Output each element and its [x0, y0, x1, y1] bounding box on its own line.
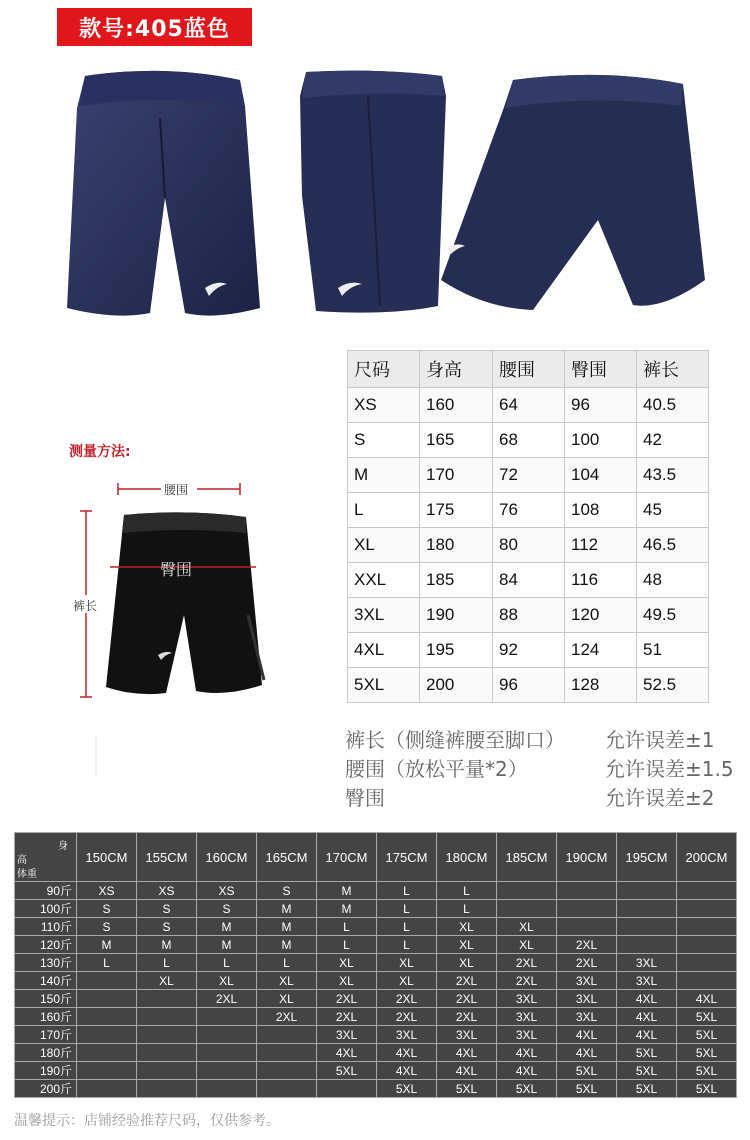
size-table-cell: 46.5 — [637, 528, 709, 563]
shorts-side-image — [298, 66, 448, 321]
ref-table-cell: 5XL — [677, 1044, 737, 1062]
ref-table-height: 150CM — [77, 833, 137, 882]
ref-table-corner — [15, 833, 77, 882]
size-table-cell: 4XL — [348, 633, 420, 668]
length-label: 裤长 — [73, 599, 98, 613]
size-table-header: 腰围 — [493, 351, 565, 388]
ref-table-cell: 3XL — [617, 954, 677, 972]
ref-table-cell: XL — [317, 972, 377, 990]
ref-table-weight: 190斤 — [15, 1062, 77, 1080]
ref-table-cell: 4XL — [497, 1062, 557, 1080]
ref-table-cell: 3XL — [617, 972, 677, 990]
ref-table-cell: 3XL — [557, 1008, 617, 1026]
ref-table-cell: S — [197, 900, 257, 918]
ref-table-row — [15, 1062, 737, 1080]
size-table-cell: 120 — [565, 598, 637, 633]
ref-table-cell — [137, 990, 197, 1008]
ref-table-cell: 2XL — [497, 972, 557, 990]
ref-table-cell — [77, 1026, 137, 1044]
ref-table-height: 165CM — [257, 833, 317, 882]
ref-table-cell — [557, 918, 617, 936]
ref-table-height: 180CM — [437, 833, 497, 882]
ref-table-cell: 5XL — [557, 1062, 617, 1080]
ref-table-cell: M — [257, 918, 317, 936]
ref-table-cell: 5XL — [377, 1080, 437, 1098]
size-table-cell: 195 — [420, 633, 493, 668]
ref-table-cell: L — [257, 954, 317, 972]
size-table-cell: XS — [348, 388, 420, 423]
ref-table-height: 195CM — [617, 833, 677, 882]
ref-table-cell: 4XL — [617, 1008, 677, 1026]
ref-table-cell: 5XL — [677, 1062, 737, 1080]
corner-height-label: 身 — [58, 841, 68, 852]
ref-table-cell — [497, 900, 557, 918]
ref-table-cell: XL — [257, 990, 317, 1008]
ref-table-cell: 4XL — [677, 990, 737, 1008]
ref-table-cell: 2XL — [437, 990, 497, 1008]
ref-table-cell — [677, 900, 737, 918]
ref-table-height: 185CM — [497, 833, 557, 882]
ref-table-row — [15, 1080, 737, 1098]
ref-table-height: 170CM — [317, 833, 377, 882]
ref-table-cell: L — [377, 900, 437, 918]
ref-table-cell: 5XL — [677, 1026, 737, 1044]
size-table-row — [348, 598, 709, 633]
ref-table-cell: 2XL — [197, 990, 257, 1008]
size-table-row — [348, 633, 709, 668]
ref-table-cell: L — [377, 918, 437, 936]
size-table-row — [348, 423, 709, 458]
ref-table-height: 175CM — [377, 833, 437, 882]
size-table-cell: M — [348, 458, 420, 493]
ref-table-cell: XL — [137, 972, 197, 990]
ref-table-cell: 5XL — [677, 1080, 737, 1098]
ref-table-cell: L — [317, 936, 377, 954]
ref-table-cell: M — [317, 882, 377, 900]
ref-table-weight: 200斤 — [15, 1080, 77, 1098]
ref-table-cell — [77, 972, 137, 990]
ref-table-cell: 5XL — [437, 1080, 497, 1098]
ref-table-cell: L — [377, 882, 437, 900]
tolerance-note-label: 臀围 — [345, 786, 385, 810]
size-table-cell: 112 — [565, 528, 637, 563]
ref-table-cell — [677, 972, 737, 990]
ref-table-cell: L — [77, 954, 137, 972]
ref-table-cell: 2XL — [257, 1008, 317, 1026]
tolerance-note — [345, 755, 734, 784]
ref-table-cell: 4XL — [617, 990, 677, 1008]
ref-table-cell — [77, 990, 137, 1008]
size-table-cell: 96 — [565, 388, 637, 423]
size-table-cell: S — [348, 423, 420, 458]
ref-table-cell: L — [377, 936, 437, 954]
ref-table-cell: 3XL — [557, 972, 617, 990]
size-table-header: 尺码 — [348, 351, 420, 388]
ref-table-cell: 5XL — [317, 1062, 377, 1080]
ref-table-row — [15, 1044, 737, 1062]
ref-table-cell: M — [197, 918, 257, 936]
ref-table-cell: XS — [77, 882, 137, 900]
size-table-cell: 124 — [565, 633, 637, 668]
ref-table-cell: S — [137, 918, 197, 936]
ref-table-cell: XL — [497, 936, 557, 954]
size-table-row — [348, 458, 709, 493]
tolerance-notes — [345, 726, 734, 813]
ref-table-cell: 3XL — [497, 1008, 557, 1026]
ref-table-weight: 100斤 — [15, 900, 77, 918]
waist-label: 腰围 — [164, 483, 189, 497]
ref-table-cell — [617, 918, 677, 936]
size-table-cell: 185 — [420, 563, 493, 598]
size-table-cell: 84 — [493, 563, 565, 598]
measure-diagram — [66, 475, 276, 775]
ref-table-cell: M — [197, 936, 257, 954]
ref-table-cell: 5XL — [497, 1080, 557, 1098]
ref-table-cell: 2XL — [377, 1008, 437, 1026]
size-table-cell: 40.5 — [637, 388, 709, 423]
ref-table-cell: S — [137, 900, 197, 918]
ref-table-cell: XL — [437, 936, 497, 954]
ref-table-cell: 4XL — [377, 1044, 437, 1062]
size-table-header: 裤长 — [637, 351, 709, 388]
ref-table-weight: 130斤 — [15, 954, 77, 972]
size-table-cell: 3XL — [348, 598, 420, 633]
tolerance-note — [345, 726, 734, 755]
size-table-cell: 165 — [420, 423, 493, 458]
ref-table-cell: XL — [197, 972, 257, 990]
ref-table-cell — [137, 1008, 197, 1026]
ref-table-cell: XL — [317, 954, 377, 972]
ref-table-cell: 2XL — [437, 972, 497, 990]
ref-table-row — [15, 900, 737, 918]
size-table-row — [348, 388, 709, 423]
ref-table-cell — [137, 1062, 197, 1080]
size-table-cell: 49.5 — [637, 598, 709, 633]
ref-table-cell — [257, 1026, 317, 1044]
ref-table-cell: 2XL — [557, 936, 617, 954]
ref-table-row — [15, 990, 737, 1008]
ref-table-cell: 2XL — [497, 954, 557, 972]
ref-table-cell — [77, 1062, 137, 1080]
ref-table-cell: M — [317, 900, 377, 918]
ref-table-height: 190CM — [557, 833, 617, 882]
ref-table-cell: 5XL — [617, 1044, 677, 1062]
ref-table-cell: 3XL — [497, 1026, 557, 1044]
ref-table-cell — [677, 954, 737, 972]
size-table-cell: 200 — [420, 668, 493, 703]
ref-table-cell: 2XL — [557, 954, 617, 972]
ref-table-cell: L — [137, 954, 197, 972]
size-table-cell: 92 — [493, 633, 565, 668]
ref-table-cell — [197, 1044, 257, 1062]
size-table-cell: 116 — [565, 563, 637, 598]
size-table-cell: 45 — [637, 493, 709, 528]
footer-tip: 温馨提示：店铺经验推荐尺码，仅供参考。 — [14, 1113, 280, 1129]
size-table-cell: 42 — [637, 423, 709, 458]
ref-table-cell — [137, 1026, 197, 1044]
ref-table-row — [15, 882, 737, 900]
size-table-row — [348, 493, 709, 528]
ref-table-cell: L — [197, 954, 257, 972]
size-table-cell: 170 — [420, 458, 493, 493]
size-table-cell: 76 — [493, 493, 565, 528]
ref-table-row — [15, 954, 737, 972]
ref-table-cell: 4XL — [437, 1044, 497, 1062]
ref-table-cell: 3XL — [317, 1026, 377, 1044]
ref-table-cell — [257, 1044, 317, 1062]
ref-table-cell: 2XL — [317, 990, 377, 1008]
ref-table-cell: L — [437, 882, 497, 900]
ref-table-cell — [497, 882, 557, 900]
tolerance-note-label: 裤长（侧缝裤腰至脚口） — [345, 728, 565, 752]
ref-table-cell: L — [437, 900, 497, 918]
ref-table-row — [15, 1026, 737, 1044]
ref-table-cell: XL — [437, 954, 497, 972]
size-table-cell: 108 — [565, 493, 637, 528]
ref-table-cell — [557, 882, 617, 900]
size-table-row — [348, 563, 709, 598]
size-table-cell: 64 — [493, 388, 565, 423]
ref-table-cell — [77, 1080, 137, 1098]
ref-table-cell — [617, 936, 677, 954]
tolerance-note-value: 允许误差±2 — [605, 786, 715, 810]
ref-table-cell: 3XL — [497, 990, 557, 1008]
ref-table-weight: 170斤 — [15, 1026, 77, 1044]
ref-table-height: 160CM — [197, 833, 257, 882]
size-table-row — [348, 668, 709, 703]
tolerance-note-value: 允许误差±1 — [605, 728, 715, 752]
ref-table-cell: 4XL — [437, 1062, 497, 1080]
size-table-cell: 128 — [565, 668, 637, 703]
ref-table-cell: 4XL — [557, 1026, 617, 1044]
ref-table-cell — [617, 882, 677, 900]
ref-table-cell: M — [137, 936, 197, 954]
ref-table-cell: XL — [377, 954, 437, 972]
ref-table-cell — [617, 900, 677, 918]
size-table-row — [348, 528, 709, 563]
ref-table-cell — [77, 1008, 137, 1026]
size-table-cell: 88 — [493, 598, 565, 633]
ref-table-weight: 180斤 — [15, 1044, 77, 1062]
ref-table-cell — [257, 1062, 317, 1080]
ref-table-header-row — [15, 833, 737, 882]
shorts-front-image — [55, 58, 265, 333]
ref-table-cell: 2XL — [317, 1008, 377, 1026]
ref-table-cell: 4XL — [377, 1062, 437, 1080]
ref-table-weight: 110斤 — [15, 918, 77, 936]
ref-table-row — [15, 972, 737, 990]
ref-table-cell — [197, 1080, 257, 1098]
ref-table-cell — [677, 882, 737, 900]
ref-table-cell — [77, 1044, 137, 1062]
size-table-cell: 68 — [493, 423, 565, 458]
size-reference-table — [14, 832, 737, 1098]
ref-table-row — [15, 918, 737, 936]
ref-table-cell — [257, 1080, 317, 1098]
size-table-header: 身高 — [420, 351, 493, 388]
ref-table-cell — [677, 918, 737, 936]
size-table-cell: 100 — [565, 423, 637, 458]
ref-table-cell: 3XL — [377, 1026, 437, 1044]
size-table-cell: L — [348, 493, 420, 528]
ref-table-weight: 140斤 — [15, 972, 77, 990]
ref-table-cell — [137, 1080, 197, 1098]
ref-table-cell: XL — [377, 972, 437, 990]
tolerance-note-value: 允许误差±1.5 — [605, 757, 734, 781]
ref-table-height: 200CM — [677, 833, 737, 882]
size-table — [347, 350, 709, 703]
corner-weight-label: 体重 — [17, 869, 37, 880]
ref-table-cell: 5XL — [677, 1008, 737, 1026]
size-table-cell: 190 — [420, 598, 493, 633]
ref-table-height: 155CM — [137, 833, 197, 882]
ref-table-cell — [197, 1062, 257, 1080]
size-table-cell: 96 — [493, 668, 565, 703]
ref-table-weight: 160斤 — [15, 1008, 77, 1026]
ref-table-cell — [317, 1080, 377, 1098]
size-table-cell: XL — [348, 528, 420, 563]
ref-table-cell: 4XL — [317, 1044, 377, 1062]
size-table-cell: 104 — [565, 458, 637, 493]
ref-table-cell: M — [257, 900, 317, 918]
size-table-header: 臀围 — [565, 351, 637, 388]
ref-table-cell: S — [77, 918, 137, 936]
hip-label: 臀围 — [160, 560, 193, 579]
size-table-cell: 52.5 — [637, 668, 709, 703]
ref-table-cell — [557, 900, 617, 918]
size-table-cell: XXL — [348, 563, 420, 598]
ref-table-cell: 4XL — [557, 1044, 617, 1062]
ref-table-cell: 4XL — [617, 1026, 677, 1044]
ref-table-row — [15, 936, 737, 954]
ref-table-cell: 5XL — [557, 1080, 617, 1098]
ref-table-cell: 5XL — [617, 1080, 677, 1098]
size-table-cell: 48 — [637, 563, 709, 598]
ref-table-cell: 4XL — [497, 1044, 557, 1062]
measure-method-title: 测量方法: — [69, 444, 131, 460]
corner-height-label-2: 高 — [17, 855, 27, 866]
ref-table-cell: 3XL — [437, 1026, 497, 1044]
ref-table-cell: 3XL — [557, 990, 617, 1008]
ref-table-cell — [197, 1026, 257, 1044]
tolerance-note-label: 腰围（放松平量*2） — [345, 757, 528, 781]
size-table-cell: 51 — [637, 633, 709, 668]
shorts-back-image — [433, 70, 711, 320]
ref-table-cell: XL — [437, 918, 497, 936]
ref-table-row — [15, 1008, 737, 1026]
size-table-cell: 5XL — [348, 668, 420, 703]
ref-table-weight: 150斤 — [15, 990, 77, 1008]
ref-table-cell: M — [77, 936, 137, 954]
ref-table-cell: S — [77, 900, 137, 918]
ref-table-cell: XL — [257, 972, 317, 990]
ref-table-cell: XS — [197, 882, 257, 900]
ref-table-weight: 120斤 — [15, 936, 77, 954]
ref-table-cell: 2XL — [437, 1008, 497, 1026]
ref-table-cell: S — [257, 882, 317, 900]
model-number-tag: 款号:405蓝色 — [57, 8, 252, 46]
size-table-cell: 175 — [420, 493, 493, 528]
size-table-cell: 160 — [420, 388, 493, 423]
ref-table-cell — [197, 1008, 257, 1026]
ref-table-cell — [137, 1044, 197, 1062]
ref-table-cell: L — [317, 918, 377, 936]
ref-table-cell: XL — [497, 918, 557, 936]
size-table-cell: 43.5 — [637, 458, 709, 493]
ref-table-cell: 2XL — [377, 990, 437, 1008]
ref-table-cell: XS — [137, 882, 197, 900]
ref-table-weight: 90斤 — [15, 882, 77, 900]
ref-table-cell: M — [257, 936, 317, 954]
size-table-cell: 180 — [420, 528, 493, 563]
ref-table-cell: 5XL — [617, 1062, 677, 1080]
tolerance-note — [345, 784, 734, 813]
size-table-cell: 80 — [493, 528, 565, 563]
size-table-cell: 72 — [493, 458, 565, 493]
ref-table-cell — [677, 936, 737, 954]
